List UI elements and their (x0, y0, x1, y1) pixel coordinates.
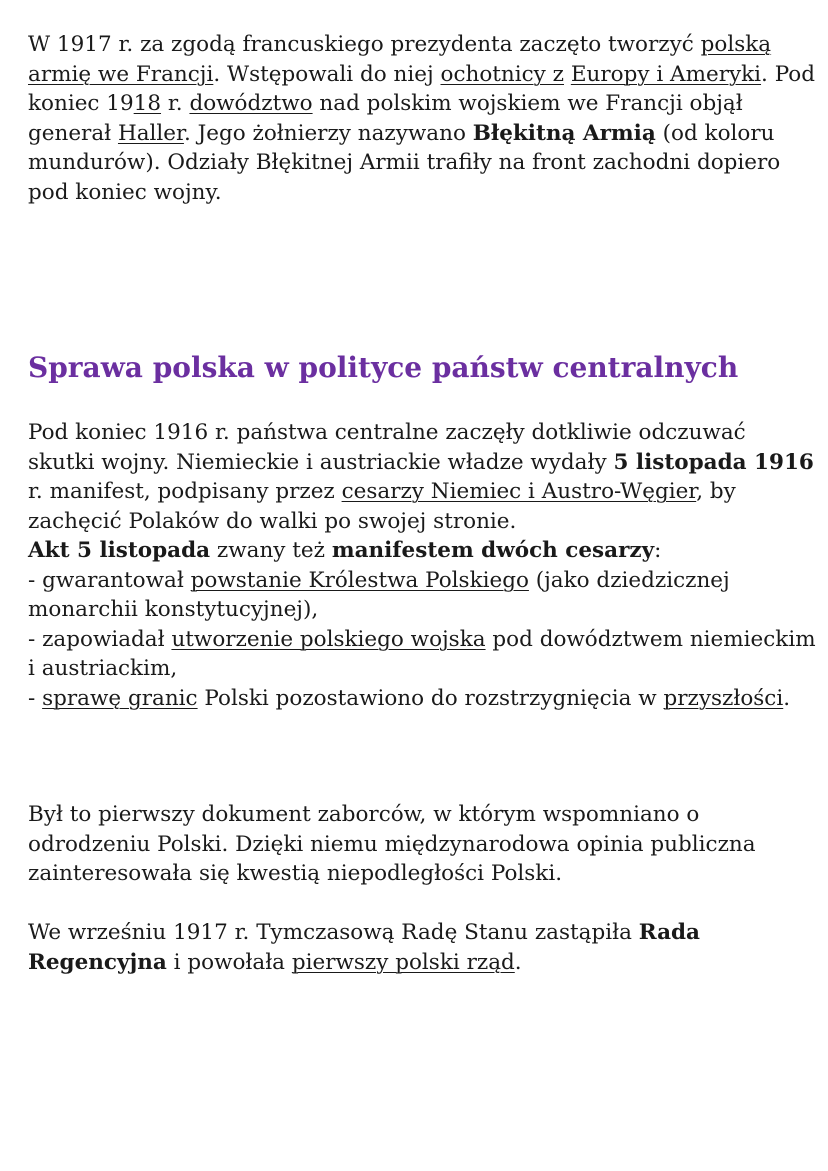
text: . Pod koniec 19 (28, 61, 816, 116)
section-heading: Sprawa polska w polityce państw centralnych (28, 351, 739, 384)
text: Pod koniec 1916 r. państwa centralne zaczęły dotkliwie odczuwać skutki wojny. Niemieckie i austriackie władze wydały (28, 420, 746, 475)
underlined-text: cesarzy Niemiec i Austro-Węgier (341, 479, 697, 504)
text: W 1917 r. za zgodą francuskiego prezydenta zaczęto tworzyć (28, 32, 701, 57)
underlined-text: polską armię we Francji (28, 32, 772, 87)
text: Był to pierwszy dokument zaborców, w którym wspomniano o odrodzeniu Polski. Dzięki niemu międzynarodowa opinia publiczna zainteresowała się kwestią niepodległości Polski. (28, 802, 756, 886)
text: . Wstępowali do niej (213, 61, 441, 87)
bold-text: manifestem dwóch cesarzy (331, 538, 655, 563)
text: : (654, 538, 662, 563)
paragraph-blue-army (28, 30, 818, 207)
underlined-text: ochotnicy z (440, 61, 564, 87)
underlined-text: przyszłości (663, 685, 784, 711)
underlined-text: Europy i Ameryki (570, 61, 762, 87)
text: - gwarantował (28, 567, 191, 593)
underlined-text: sprawę granic (42, 685, 198, 711)
paragraph-manifest (28, 418, 818, 713)
text: nad polskim wojskiem we Francji objął generał (28, 91, 743, 146)
underlined-text: pierwszy polski rząd (291, 949, 515, 975)
text: zwany też (210, 538, 332, 563)
text: (od koloru mundurów). Odziały Błękitnej Armii trafiły na front zachodni dopiero pod koniec wojny. (28, 120, 781, 205)
bold-text: 5 listopada 1916 (613, 449, 814, 475)
text: r. manifest, podpisany przez (28, 479, 342, 504)
text: . Jego żołnierzy nazywano (183, 120, 473, 146)
paragraph-regency-council (28, 918, 818, 977)
text: - (28, 685, 43, 711)
bold-text: Błękitną Armią (472, 120, 656, 146)
text: . (514, 949, 522, 975)
text: (jako dziedzicznej monarchii konstytucyjnej), (28, 567, 730, 622)
bold-text: Rada Regencyjna (28, 920, 700, 975)
text: - zapowiadał (28, 626, 172, 652)
text: , by zachęcić Polaków do walki po swojej stronie. (28, 479, 736, 534)
text: Polski pozostawiono do rozstrzygnięcia w (197, 685, 664, 711)
underlined-text: 18 (133, 91, 162, 116)
underlined-text: powstanie Królestwa Polskiego (190, 567, 529, 593)
bold-text: Akt 5 listopada (28, 538, 211, 563)
underlined-text: utworzenie polskiego wojska (171, 626, 486, 652)
underlined-text: dowództwo (189, 91, 313, 116)
paragraph-first-document (28, 800, 818, 889)
text: pod dowództwem niemieckim i austriackim, (28, 626, 816, 681)
text: We wrześniu 1917 r. Tymczasową Radę Stanu zastąpiła (28, 920, 639, 945)
text: i powołała (166, 949, 292, 975)
text: r. (161, 91, 190, 116)
underlined-text: Haller (117, 120, 184, 146)
text: . (783, 685, 791, 711)
